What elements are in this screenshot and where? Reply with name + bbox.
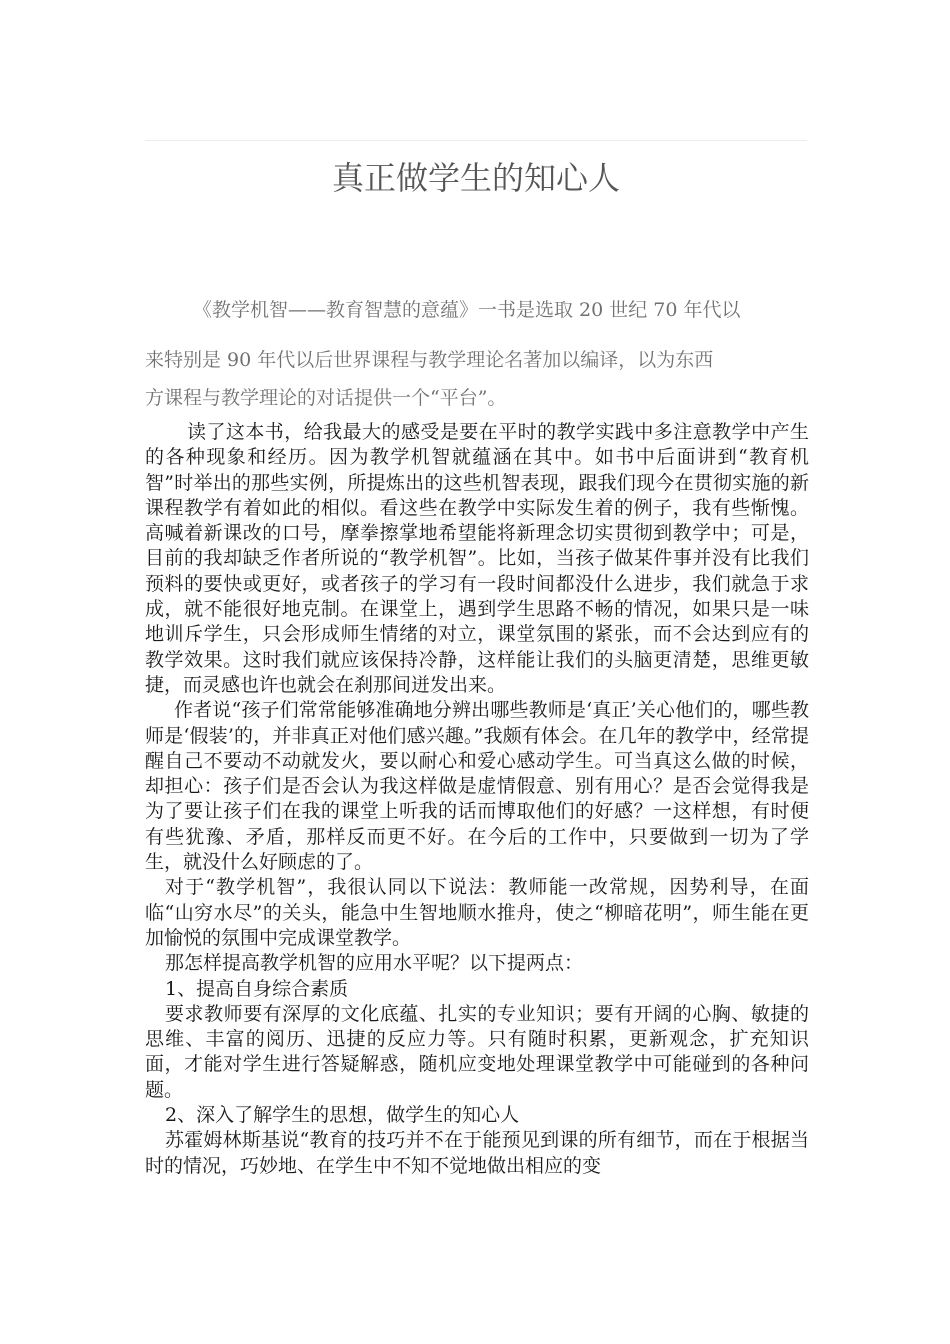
- body-paragraph: 读了这本书，给我最大的感受是要在平时的教学实践中多注意教学中产生的各种现象和经历。因为教学机智就蕴涵在其中。如书中后面讲到“教育机智”时举出的那些实例，所提炼出的这些机智表现，跟我们现今在贯彻实施的新课程教学有着如此的相似。看这些在教学中实际发生着的例子，我有些惭愧。高喊着新课改的口号，摩拳擦掌地希望能将新理念切实贯彻到教学中；可是，目前的我却缺乏作者所说的“教学机智”。比如，当孩子做某件事并没有比我们预料的要快或更好，或者孩子的学习有一段时间都没什么进步，我们就急于求成，就不能很好地克制。在课堂上，遇到学生思路不畅的情况，如果只是一味地训斥学生，只会形成师生情绪的对立，课堂氛围的紧张，而不会达到应有的教学效果。这时我们就应该保持冷静，这样能让我们的头脑更清楚，思维更敏捷，而灵感也许也就会在刹那间迸发出来。: [145, 421, 809, 696]
- intro-paragraph: [145, 286, 809, 412]
- body-paragraph: 对于“教学机智”，我很认同以下说法：教师能一改常规，因势利导，在面临“山穷水尽”的关头，能急中生智地顺水推舟，使之“柳暗花明”，师生能在更加愉悦的氛围中完成课堂教学。: [145, 876, 809, 949]
- body-paragraph: 作者说“孩子们常常能够准确地分辨出哪些教师是‘真正’关心他们的，哪些教师是‘假装’的，并非真正对他们感兴趣。”我颇有体会。在几年的教学中，经常提醒自己不要动不动就发火，要以耐心和爱心感动学生。可当真这么做的时候，却担心：孩子们是否会认为我这样做是虚情假意、别有用心？是否会觉得我是为了要让孩子们在我的课堂上听我的话而博取他们的好感？一这样想，有时便有些犹豫、矛盾，那样反而更不好。在今后的工作中，只要做到一切为了学生，就没什么好顾虑的了。: [145, 699, 809, 874]
- document-title: 真正做学生的知心人: [331, 159, 620, 197]
- header-divider: [145, 140, 807, 141]
- document-body: [145, 420, 809, 1179]
- intro-line-2: 来特别是 90 年代以后世界课程与教学理论名著加以编译，以为东西: [145, 349, 714, 371]
- body-paragraph: 苏霍姆林斯基说“教育的技巧并不在于能预见到课的所有细节，而在于根据当时的情况，巧妙地、在学生中不知不觉地做出相应的变: [145, 1129, 809, 1177]
- intro-line-1: 《教学机智——教育智慧的意蕴》一书是选取 20 世纪 70 年代以: [193, 299, 741, 321]
- body-paragraph: 那怎样提高教学机智的应用水平呢？以下提两点：: [165, 952, 584, 975]
- section-heading: 2、深入了解学生的思想，做学生的知心人: [165, 1104, 520, 1127]
- intro-line-3: 方课程与教学理论的对话提供一个“平台”。: [145, 387, 507, 409]
- body-paragraph: 要求教师要有深厚的文化底蕴、扎实的专业知识；要有开阔的心胸、敏捷的思维、丰富的阅历、迅捷的反应力等。只有随时积累，更新观念，扩充知识面，才能对学生进行答疑解惑，随机应变地处理课堂教学中可能碰到的各种问题。: [145, 1002, 809, 1101]
- section-heading: 1、提高自身综合素质: [165, 977, 349, 1000]
